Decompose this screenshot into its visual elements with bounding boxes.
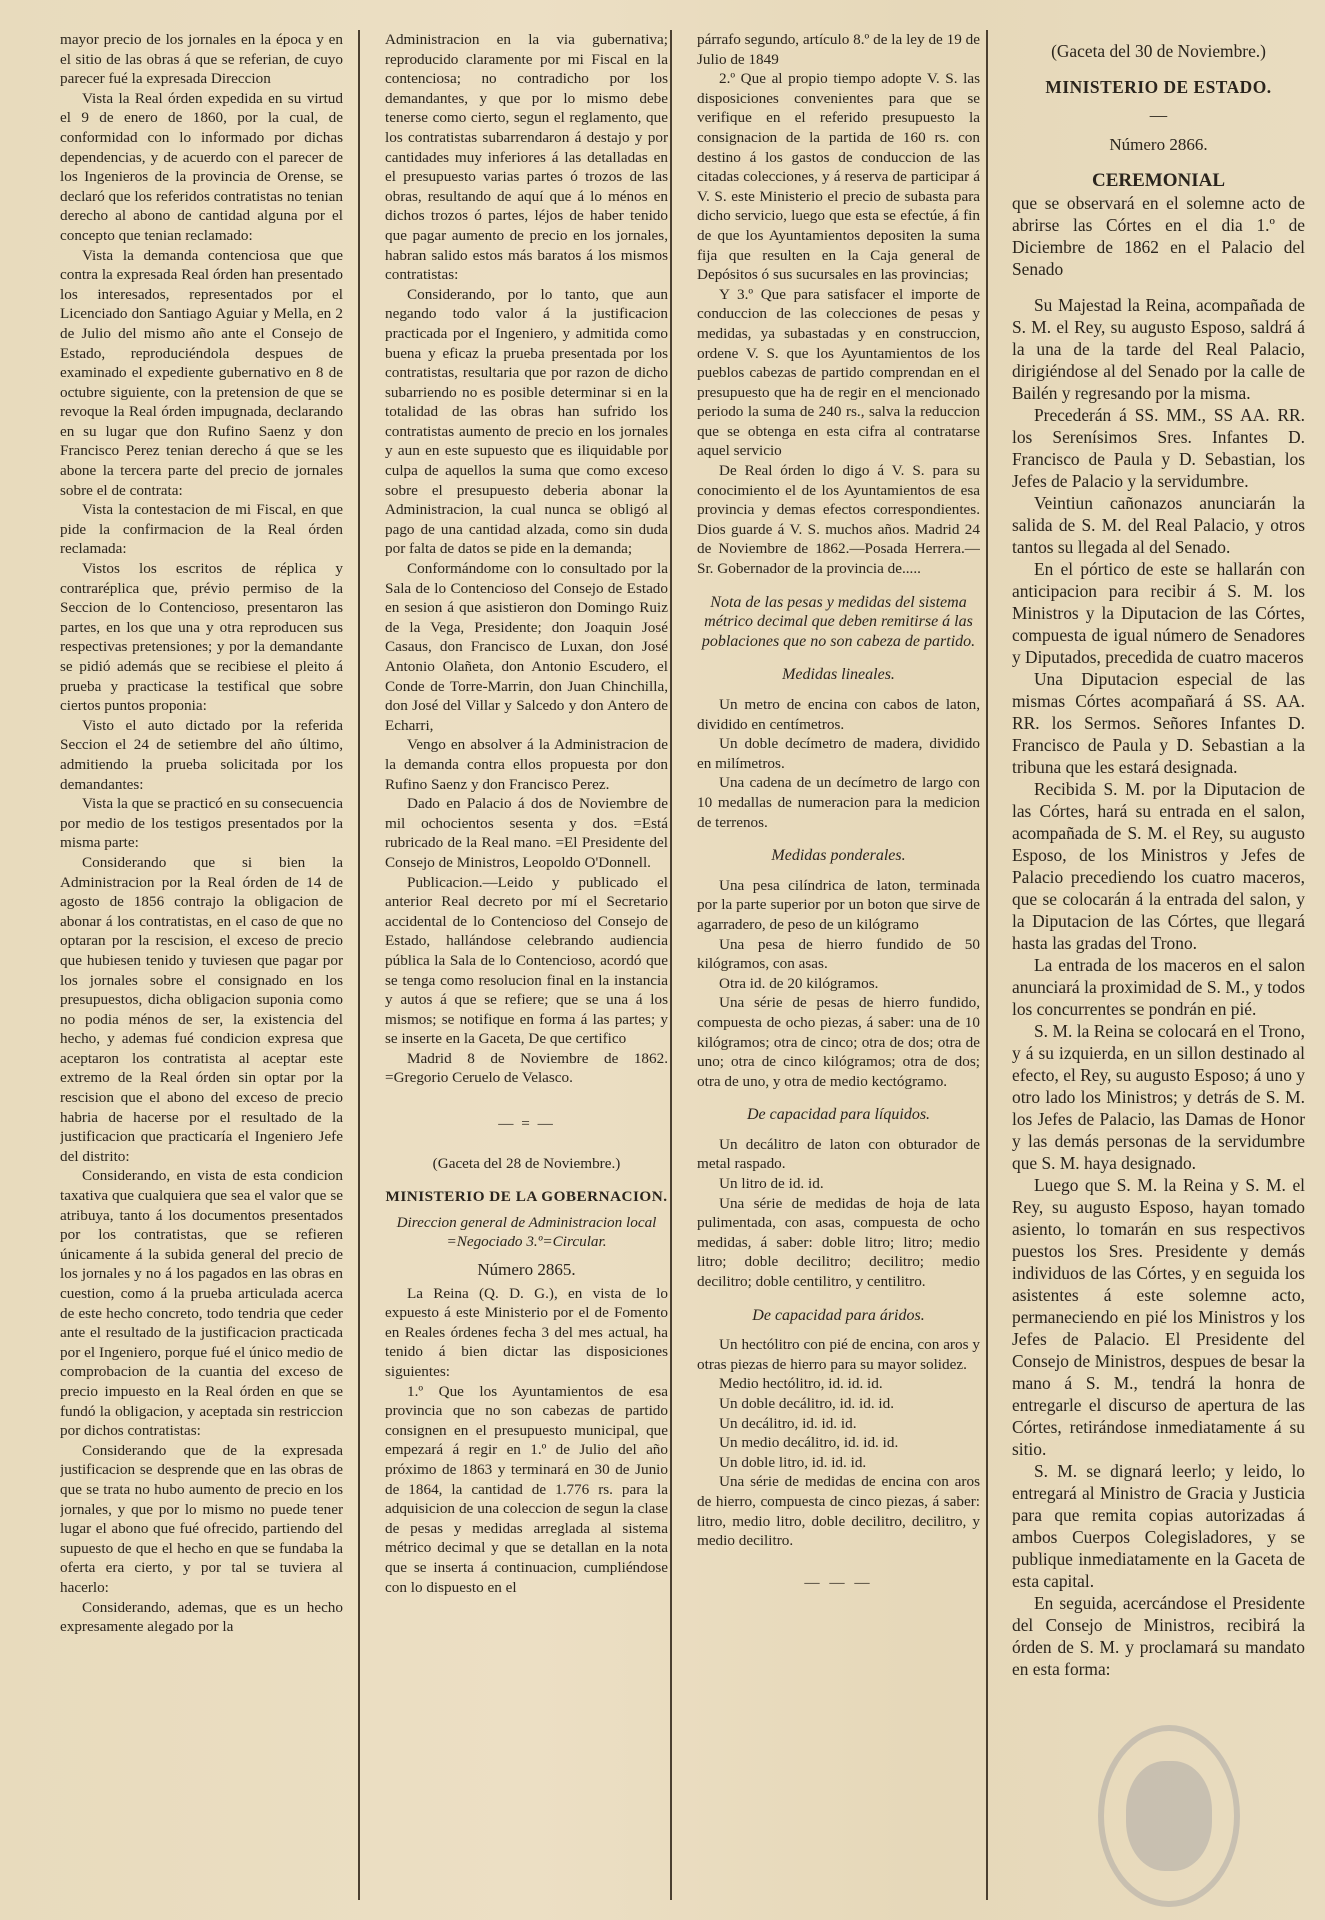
paragraph: De Real órden lo digo á V. S. para su conocimiento el de los Ayuntamientos de esa provincia y demas efectos correspondientes. Dios guarde á V. S. muchos años. Madrid 24 de Noviembre de 1862.—Posada Herrera.—Sr. Gobernador de la provincia de..... (697, 462, 980, 578)
column-4 (1012, 30, 1305, 1910)
signature-line: Madrid 8 de Noviembre de 1862. =Gregorio Ceruelo de Velasco. (385, 1049, 668, 1087)
paragraph: Recibida S. M. por la Diputacion de las Córtes, hará su entrada en el salon, acompañada de S. M. el Rey, su augusto Esposo, de los Ministros y Jefes de Palacio precediendo los cuatro maceros, que se colocarán á la entrada del salon, y la Diputacion de las Córtes, que llegará hasta las gradas del Trono. (1012, 779, 1305, 953)
paragraph: Vista la contestacion de mi Fiscal, en que pide la confirmacion de la Real órden reclamada: (60, 501, 343, 558)
list-item: Una pesa de hierro fundido de 50 kilógramos, con asas. (697, 935, 980, 973)
column-rule (986, 30, 988, 1900)
end-separator: — — — (804, 1573, 873, 1591)
paragraph: La entrada de los maceros en el salon anunciará la proximidad de S. M., y todos los concurrentes se pondrán en pié. (1012, 955, 1305, 1019)
paragraph: Una Diputacion especial de las mismas Córtes acompañará á SS. AA. RR. los Sermos. Señores Infantes D. Francisco de Paula y D. Sebastian a la tribuna que les estará designada. (1012, 669, 1305, 777)
paragraph: Luego que S. M. la Reina y S. M. el Rey, su augusto Esposo, hayan tomado asiento, lo tomarán en sus respectivos puestos los Sres. Presidente y demás individuos de las Córtes, y en seguida los asistentes á este solemne acto, permaneciendo en pié los Ministros y los Jefes de Palacio. El Presidente del Consejo de Ministros, despues de besar la mano á S. M., tendrá la honra de entregarle el discurso de apertura de las Córtes, retirándose inmediatamente á su sitio. (1012, 1175, 1305, 1459)
decree-number: Número 2866. (1109, 135, 1208, 154)
paragraph: Su Majestad la Reina, acompañada de S. M. el Rey, su augusto Esposo, saldrá á la una de la tarde del Real Palacio, dirigiéndose al del Senado por la calle de Bailén y regresando por la misma. (1012, 295, 1305, 403)
list-item: Una série de medidas de encina con aros de hierro, compuesta de cinco piezas, á saber: litro, medio litro, doble decilitro, decilitro, y medio decilitro. (697, 1473, 980, 1550)
list-item: Un decálitro, id. id. id. (719, 1414, 857, 1432)
paragraph: Conformándome con lo consultado por la Sala de lo Contencioso del Consejo de Estado en sesion á que asistieron don Domingo Ruiz de la Vega, Presidente; don Joaquin José Casaus, don Francisco de Luxan, don José Antonio Olañeta, don Antonio Escudero, el Conde de Torre-Marrin, don Juan Chinchilla, don José del Villar y Salcedo y don Antero de Echarri, (385, 560, 668, 734)
list-item: Un medio decálitro, id. id. id. (719, 1434, 899, 1452)
list-item: Un decálitro de laton con obturador de metal raspado. (697, 1135, 980, 1173)
list-item: Un doble decálitro, id. id. id. (719, 1395, 895, 1412)
section-separator: — = — (498, 1115, 555, 1133)
paragraph: 1.º Que los Ayuntamientos de esa provincia que no son cabezas de partido consignen en el presupuesto municipal, que empezará á regir en 1.º de Julio del año próximo de 1863 y terminará en 30 de Junio de 1864, la cantidad de 1.776 rs. para la adquisicion de una coleccion de segun la clase de pesas y medidas arreglada al sistema métrico decimal y que se detallan en la nota que se inserta á continuacion, cumpliéndose con lo dispuesto en el (385, 1382, 668, 1596)
column-1 (60, 30, 343, 1910)
column-2 (385, 30, 668, 1910)
paragraph: párrafo segundo, artículo 8.º de la ley de 19 de Julio de 1849 (697, 31, 980, 68)
paragraph: La Reina (Q. D. G.), en vista de lo expuesto á este Ministerio por el de Fomento en Reales órdenes fecha 3 del mes actual, ha tenido á bien dictar las disposiciones siguientes: (385, 1284, 668, 1380)
circular-subheading: Direccion general de Administracion local =Negociado 3.º=Circular. (396, 1213, 657, 1251)
ceremonial-title: CEREMONIAL (1091, 170, 1225, 191)
section-heading: Medidas ponderales. (771, 847, 906, 865)
section-heading: Medidas lineales. (782, 666, 895, 684)
column-3 (697, 30, 980, 1910)
paragraph: Precederán á SS. MM., SS AA. RR. los Serenísimos Sres. Infantes D. Francisco de Paula y D. Sebastian, los Jefes de Palacio y la servidumbre. (1012, 405, 1305, 491)
ceremonial-subtitle: que se observará en el solemne acto de abrirse las Córtes en el dia 1.º de Diciembre de 1862 en el Palacio del Senado (1012, 193, 1305, 279)
paragraph: En seguida, acercándose el Presidente del Consejo de Ministros, recibirá la órden de S. M. y proclamará su mandato en esta forma: (1012, 1593, 1305, 1679)
paragraph: Y 3.º Que para satisfacer el importe de conduccion de las colecciones de pesas y medidas, ya subastadas y en construccion, ordene V. S. que los Ayuntamientos de los pueblos cabezas de partido comprendan en el presupuesto que ha de regir en el mencionado periodo la suma de 240 rs., salva la reduccion que se obtenga en esta cifra al contratarse aquel servicio (697, 285, 980, 460)
paragraph: Considerando que si bien la Administracion por la Real órden de 14 de agosto de 1856 contrajo la obligacion de abonar á los contratistas, en el caso de que no optaran por la rescision, el exceso de precio que hubiesen tenido y tuviesen que pagar por los jornales sobre el consignado en los presupuestos, dicha obligacion suponia como no podia ménos de ser, la existencia del hecho, y ademas fué condicion expresa que aceptaron los contratista al aceptar este extremo de la Real órden sin optar por la rescision que el abono del exceso de precio habria de hacerse por el resultado de la justificacion que practicaría el Ingeniero Jefe del distrito: (60, 853, 343, 1165)
paragraph: Considerando, en vista de esta condicion taxativa que cualquiera que sea el valor que se atribuya, tanto á los documentos presentados por los contratistas, que se refieren únicamente á la subida general del precio de los jornales y no á los pagados en las obras en cuestion, como á la prueba articulada acerca de este hecho concreto, todo tendria que ceder ante el resultado de la justificacion practicada por el Ingeniero, porque fué el único medio de comprobacion de la cuantia del exceso de precio impuesto en la Real órden en que se fundó la obligacion, y aceptada sin restriccion por dichos contratistas: (60, 1167, 343, 1440)
paragraph: Vengo en absolver á la Administracion de la demanda contra ellos propuesta por don Rufino Saenz y don Francisco Perez. (385, 736, 668, 793)
paragraph: Vista la demanda contenciosa que que contra la expresada Real órden han presentado los interesados, representados por el Licenciado don Santiago Aguiar y Mella, en 2 de Julio del mismo año ante el Consejo de Estado, reproduciéndola despues de examinado el expediente gubernativo en 8 de octubre siguiente, con la pretension de que se revoque la Real órden impugnada, declarando en su lugar que don Rufino Saenz y don Francisco Perez tenian derecho á que se les abone la tercera parte del precio de jornales sobre el de contrata: (60, 246, 343, 499)
list-item: Un doble decímetro de madera, dividido en milímetros. (697, 735, 980, 772)
paragraph: Vista la que se practicó en su consecuencia por medio de los testigos presentados por la misma parte: (60, 795, 343, 852)
list-item: Un doble litro, id. id. id. (719, 1453, 867, 1471)
paragraph: Vistos los escritos de réplica y contraréplica que, prévio permiso de la Seccion de lo Contencioso, presentaron las partes, en los que una y otra reproducen sus respectivas pretensiones; y por la demandante se pidió además que se recibiese el pleito á prueba y practicase la testifical que sobre ciertos puntos proponia: (60, 560, 343, 715)
paragraph: Considerando, ademas, que es un hecho expresamente alegado por la (60, 1598, 343, 1636)
gaceta-date: (Gaceta del 28 de Noviembre.) (432, 1154, 621, 1172)
nota-heading: Nota de las pesas y medidas del sistema métrico decimal que deben remitirse á las poblaciones que no son cabeza de partido. (701, 593, 976, 650)
paragraph: En el pórtico de este se hallarán con anticipacion para recibir á S. M. los Ministros y la Diputacion de las Córtes, compuesta de igual número de Senadores y Diputados, precedida de cuatro maceros (1012, 559, 1305, 667)
heading-dash: — (1149, 105, 1168, 125)
paragraph: Publicacion.—Leido y publicado el anterior Real decreto por mí el Secretario accidental de lo Contencioso del Consejo de Estado, hallándose celebrando audiencia pública la Sala de lo Contencioso, acordó que se tenga como resolucion final en la instancia y autos á que se refiere; que se una á los mismos; se notifique en forma á las partes; y se inserte en la Gaceta, De que certifico (385, 873, 668, 1048)
paragraph: Administracion en la via gubernativa; reproducido claramente por mi Fiscal en la contenciosa; no contradicho por los demandantes, y que por lo mismo debe tenerse como cierto, segun el reglamento, que los contratistas subarrendaron á destajo y por cantidades muy inferiores á las detalladas en el presupuesto varias partes ó trozos de las obras, resultando de aquí que á lo ménos en dichos trozos ó partes, léjos de haber tenido que pagar aumento de precio en los jornales, habran salido estos más baratos á los mismos contratistas: (385, 31, 668, 284)
section-heading: De capacidad para líquidos. (746, 1106, 931, 1124)
section-heading: De capacidad para áridos. (752, 1306, 925, 1324)
list-item: Medio hectólitro, id. id. id. (719, 1375, 883, 1393)
list-item: Un metro de encina con cabos de laton, dividido en centímetros. (697, 696, 980, 733)
list-item: Una pesa cilíndrica de laton, terminada por la parte superior por un boton que sirve de agarradero, de peso de un kilógramo (697, 876, 980, 933)
paragraph: S. M. se dignará leerlo; y leido, lo entregará al Ministro de Gracia y Justicia para que remita copias autorizadas á ambos Cuerpos Colegisladores, y se publique inmediatamente en la Gaceta de esta capital. (1012, 1461, 1305, 1591)
column-rule (358, 30, 360, 1900)
paragraph: Dado en Palacio á dos de Noviembre de mil ochocientos sesenta y dos. =Está rubricado de la Real mano. =El Presidente del Consejo de Ministros, Leopoldo O'Donnell. (385, 795, 668, 871)
paragraph: mayor precio de los jornales en la época y en el sitio de las obras á que se referian, de cuyo parecer fué la expresada Direccion (60, 31, 343, 88)
ministry-heading: MINISTERIO DE LA GOBERNACION. (385, 1188, 668, 1206)
gaceta-date: (Gaceta del 30 de Noviembre.) (1051, 41, 1266, 61)
list-item: Una cadena de un decímetro de largo con 10 medallas de numeracion para la medicion de terrenos. (697, 774, 980, 831)
paragraph: Considerando, por lo tanto, que aun negando todo valor á la justificacion practicada por el Ingeniero, y admitida como buena y eficaz la prueba presentada por los contratistas, resultaria que por razon de dicho subarriendo no es posible determinar si en la totalidad de las obras han sufrido los contratistas aumento de precio en los jornales y aun en este supuesto que es iliquidable por culpa de aquellos la suma que como exceso sobre el presupuesto deberia abonar la Administracion, la cual nunca se obligó al pago de una cantidad alzada, como sin duda por falta de datos se pide en la demanda; (385, 285, 668, 558)
column-rule (670, 30, 672, 1900)
paragraph: S. M. la Reina se colocará en el Trono, y á su izquierda, en un sillon destinado al efecto, el Rey, su augusto Esposo; á uno y otro lado los Ministros; y detrás de S. M. los Jefes de Palacio, las Damas de Honor y las demás personas de la servidumbre que S. M. haya designado. (1012, 1021, 1305, 1173)
list-item: Otra id. de 20 kilógramos. (719, 974, 879, 992)
paragraph: 2.º Que al propio tiempo adopte V. S. las disposiciones convenientes para que se verifique en el referido presupuesto la consignacion de la partida de 160 rs. con destino á los gastos de conduccion de las citadas colecciones, y á reserva de participar á V. S. este Ministerio el precio de subasta para dicho servicio, luego que esta se efectúe, á fin de que los Ayuntamientos depositen la suma fija que resulten en la Caja general de Depósitos ó sus sucursales en las provincias; (697, 70, 980, 284)
list-item: Una série de pesas de hierro fundido, compuesta de ocho piezas, á saber: una de 10 kilógramos; otra de cinco; otra de dos; otra de uno; otra de cinco kilógramos; otra de dos; otra de uno, y otra de medio kectógramo. (697, 994, 980, 1090)
decree-number: Número 2865. (477, 1260, 576, 1280)
ministry-heading: MINISTERIO DE ESTADO. (1045, 77, 1272, 97)
paragraph: Visto el auto dictado por la referida Seccion el 24 de setiembre del año último, admitiendo la prueba solicitada por los demandantes: (60, 716, 343, 793)
list-item: Un hectólitro con pié de encina, con aros y otras piezas de hierro para su mayor solidez. (697, 1336, 980, 1373)
list-item: Una série de medidas de hoja de lata pulimentada, con asas, compuesta de ocho medidas, á saber: doble litro; litro; medio litro; doble decilitro; decilitro; medio decilitro; doble centilitro, y centilitro. (697, 1194, 980, 1291)
list-item: Un litro de id. id. (719, 1175, 824, 1193)
paragraph: Vista la Real órden expedida en su virtud el 9 de enero de 1860, por la cual, de conformidad con lo informado por dichas dependencias, y de acuerdo con el parecer de los Ingenieros de la provincia de Orense, se declaró que los referidos contratistas no tenian derecho al abono de cantidad alguna por el concepto que tenian reclamado: (60, 89, 343, 244)
paragraph: Veintiun cañonazos anunciarán la salida de S. M. del Real Palacio, y otros tantos su llegada al del Senado. (1012, 493, 1305, 557)
paragraph: Considerando que de la expresada justificacion se desprende que en las obras de que se trata no hubo aumento de precio en los jornales, y que por lo mismo no puede tener lugar el abono que fué ofrecido, partiendo del supuesto de que el hecho en que se fundaba la oferta era cierto, y por tal se tuviera al hacerlo: (60, 1441, 343, 1596)
